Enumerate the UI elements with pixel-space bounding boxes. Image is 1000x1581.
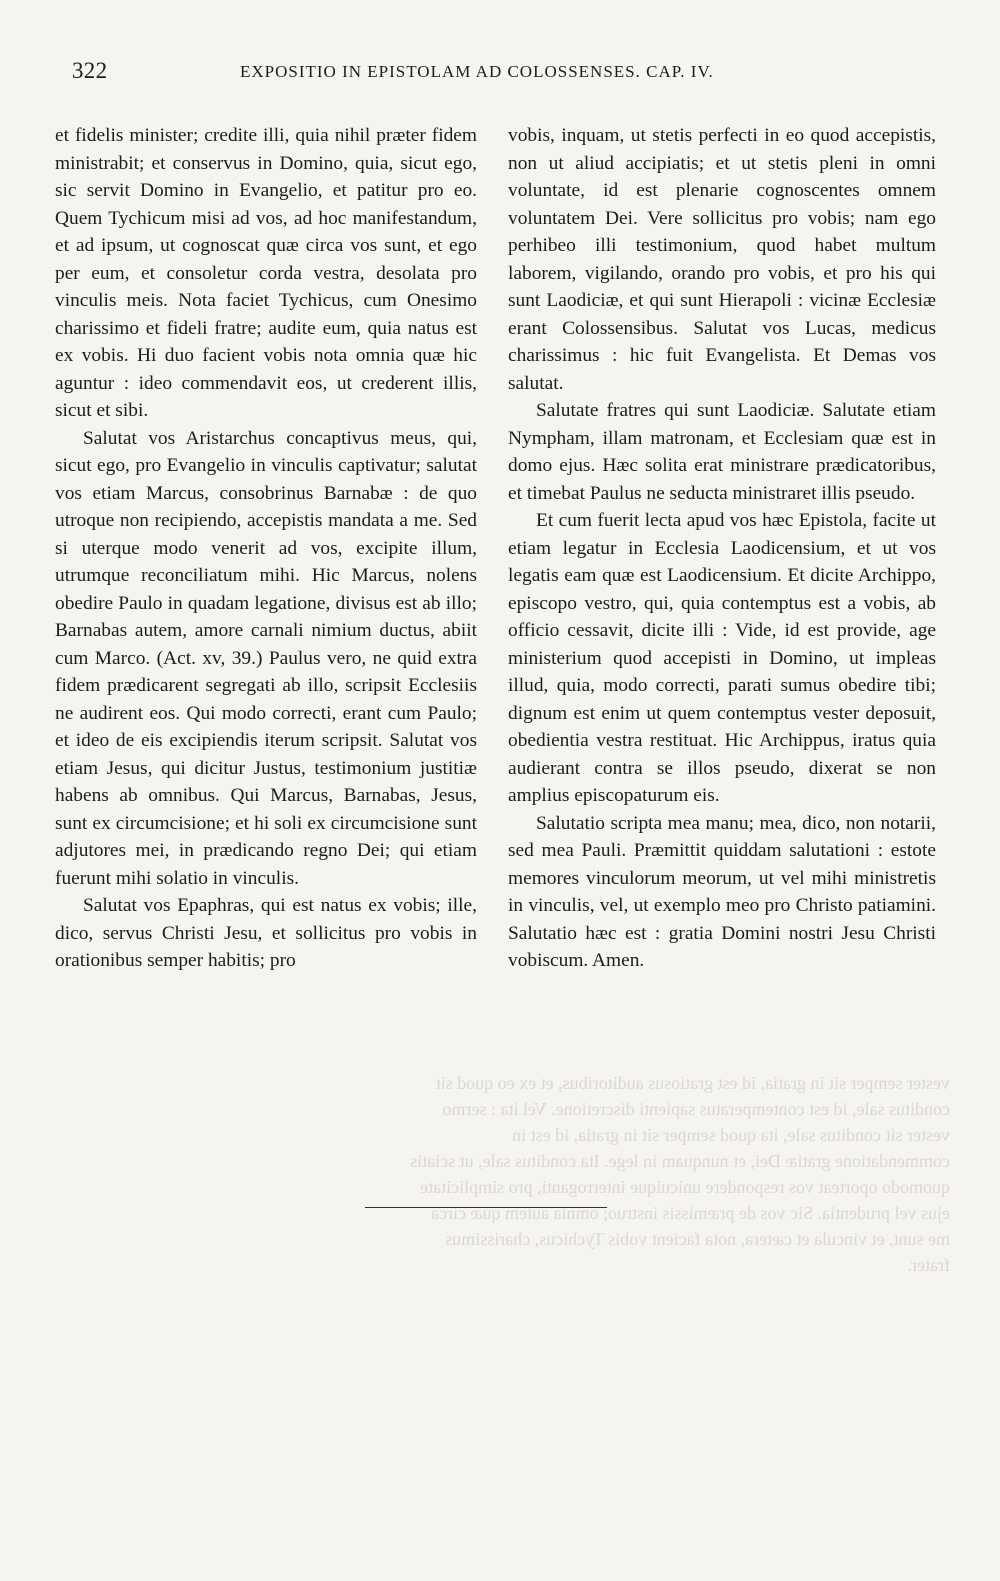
left-paragraph-1: et fidelis minister; credite illi, quia nihil præter fidem ministrabit; et conservus in Domino, quia, sicut ego, sic servit Domino in Evangelio, et patitur pro eo. Quem Tychicum misi ad vos, ad hoc manifestandum, et ad ipsum, ut cognoscat quæ circa vos sunt, et ego per eum, et consoletur corda vestra, desolata pro vinculis meis. Nota faciet Tychicus, cum Onesimo charissimo et fideli fratre; audite eum, quia natus est ex vobis. Hi duo facient vobis nota omnia quæ hic aguntur : ideo commendavit eos, ut crederent illis, sicut et sibi. bbox=[55, 125, 477, 421]
right-paragraph-2: Salutate fratres qui sunt Laodiciæ. Salutate etiam Nympham, illam matronam, et Ecclesiam quæ est in domo ejus. Hæc solita erat ministrare prædicatoribus, et timebat Paulus ne seducta ministraret illis pseudo. bbox=[508, 400, 936, 504]
left-paragraph-2: Salutat vos Aristarchus concaptivus meus, qui, sicut ego, pro Evangelio in vinculis captivatur; salutat vos etiam Marcus, consobrinus Barnabæ : de quo utroque non recipiendo, accepistis mandata a me. Sed si uterque modo venerit ad vos, excipite illum, utrumque reconciliatum mihi. Hic Marcus, nolens obedire Paulo in quadam legatione, divisus est ab illo; Barnabas autem, amore carnali nimium ductus, abiit cum Marco. (Act. xv, 39.) Paulus vero, ne quid extra fidem prædicarent segregati ab illo, scripsit Ecclesiis ne audirent eos. Qui modo correcti, erant cum Paulo; et ideo de eis excipiendis iterum scripsit. Salutat vos etiam Jesus, qui dicitur Justus, testimonium justitiæ habens ab omnibus. Qui Marcus, Barnabas, Jesus, sunt ex circumcisione; et hi soli ex circumcisione sunt adjutores mei, in prædicando regno Dei; qui etiam fuerunt mihi solatio in vinculis. bbox=[55, 427, 477, 889]
right-column bbox=[508, 122, 936, 975]
left-paragraph-3: Salutat vos Epaphras, qui est natus ex vobis; ille, dico, servus Christi Jesu, et sollicitus pro vobis in orationibus semper habitis; pro bbox=[55, 895, 477, 971]
right-paragraph-3: Et cum fuerit lecta apud vos hæc Epistola, facite ut etiam legatur in Ecclesia Laodicensium, et ut vos legatis eam quæ est Laodicensium. Et dicite Archippo, episcopo vestro, qui, quia contemptus est a vobis, ab officio cessavit, dicite illi : Vide, id est provide, age ministerium quod accepisti in Domino, ut impleas illud, quia, modo correcti, parati sumus obedire tibi; dignum est enim ut quem contemptus vester deposuit, obedientia vestra restituat. Hic Archippus, iratus quia audierant contra se illos pseudo, dixerat se non amplius episcopaturum eis. bbox=[508, 510, 936, 806]
right-paragraph-1: vobis, inquam, ut stetis perfecti in eo quod accepistis, non ut aliud accipiatis; et ut stetis pleni in omni voluntate, id est plenarie cognoscentes omnem voluntatem Dei. Vere sollicitus pro vobis; nam ego perhibeo illi testimonium, quod habet multum laborem, vigilando, orando pro vobis, et pro his qui sunt Laodiciæ, et qui sunt Hierapoli : vicinæ Ecclesiæ erant Colossensibus. Salutat vos Lucas, medicus charissimus : hic fuit Evangelista. Et Demas vos salutat. bbox=[508, 125, 936, 394]
left-column bbox=[55, 122, 477, 975]
right-paragraph-4: Salutatio scripta mea manu; mea, dico, non notarii, sed mea Pauli. Præmittit quiddam salutationi : estote memores vinculorum meorum, ut vel mihi ministretis in vinculis, vel, ut exemplo meo pro Christo patiamini. Salutatio hæc est : gratia Domini nostri Jesu Christi vobiscum. Amen. bbox=[508, 812, 936, 971]
page-number: 322 bbox=[72, 58, 108, 83]
show-through-text: vester semper sit in gratia, id est gratiosus auditoribus, et ex eo quod sit conditus sale, id est contemperatus sapienti discretione. Vel ita : sermo vester sit conditus sale, ita quod semper sit in gratia, id est in commendatione gratiæ Dei, et nunquam in lege. Ita conditus sale, ut sciatis quomodo oporteat vos respondere unicuique interroganti, pro simplicitate ejus vel prudentia. Sic vos de præmissis instruo; omnia autem quæ circa me sunt, et vincula et cætera, nota facient vobis Tychicus, charissimus frater. bbox=[410, 1073, 950, 1275]
section-divider bbox=[365, 1207, 607, 1208]
running-title: EXPOSITIO IN EPISTOLAM AD COLOSSENSES. CAP. IV. bbox=[240, 62, 714, 81]
